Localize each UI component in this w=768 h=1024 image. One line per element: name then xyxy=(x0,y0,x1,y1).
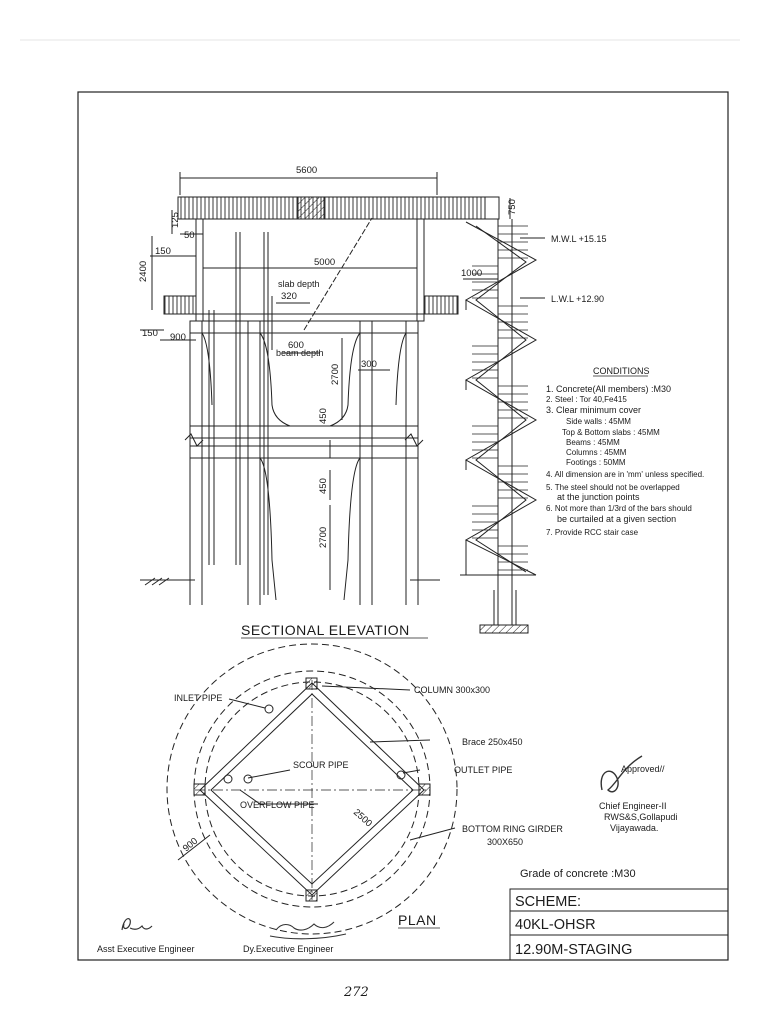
dim-320: 320 xyxy=(281,291,297,302)
dim-900-plan: 900 xyxy=(180,835,201,855)
overflow-pipe-icon xyxy=(224,775,232,783)
dim-600: 600 xyxy=(288,340,304,351)
dim-1000: 1000 xyxy=(461,268,483,279)
approval-line-2: RWS&S,Gollapudi xyxy=(604,812,678,822)
column-icon xyxy=(419,784,430,795)
condition-line: 3. Clear minimum cover xyxy=(546,405,642,415)
dim-450b: 450 xyxy=(318,478,329,494)
condition-line: 4. All dimension are in 'mm' unless specified. xyxy=(546,470,705,479)
scheme-name: 40KL-OHSR xyxy=(515,917,596,933)
dim-300: 300 xyxy=(361,359,377,370)
approval-block xyxy=(599,756,677,833)
condition-line: at the junction points xyxy=(557,492,640,502)
scour-pipe-label: SCOUR PIPE xyxy=(293,760,349,770)
dim-750: 750 xyxy=(507,199,518,215)
staging-label: 12.90M-STAGING xyxy=(515,942,633,958)
dim-50: 50 xyxy=(184,230,195,241)
girder-label-2: 300X650 xyxy=(487,837,524,847)
column-label: COLUMN 300x300 xyxy=(414,685,491,695)
dim-2700b: 2700 xyxy=(318,526,329,548)
dim-150b: 150 xyxy=(142,328,158,339)
approved-label: Approved// xyxy=(621,764,665,774)
column-icon xyxy=(194,784,205,795)
asst-executive-engineer: Asst Executive Engineer xyxy=(97,944,195,954)
elevation-title: SECTIONAL ELEVATION xyxy=(241,622,410,638)
conditions-block xyxy=(546,366,704,537)
dim-450a: 450 xyxy=(318,408,329,424)
sectional-elevation xyxy=(140,172,545,633)
page-number: 272 xyxy=(344,985,369,1000)
outlet-pipe-icon xyxy=(397,771,405,779)
condition-line: be curtailed at a given section xyxy=(557,514,677,524)
grade-of-concrete: Grade of concrete :M30 xyxy=(520,868,636,880)
approval-line-1: Chief Engineer-II xyxy=(599,801,667,811)
condition-line: 1. Concrete(All members) :M30 xyxy=(546,384,672,394)
outlet-pipe-label: OUTLET PIPE xyxy=(454,765,513,775)
condition-line: 6. Not more than 1/3rd of the bars should xyxy=(546,504,692,513)
conditions-title: CONDITIONS xyxy=(593,366,650,376)
mwl-label: M.W.L +15.15 xyxy=(551,234,607,244)
condition-line: 2. Steel : Tor 40,Fe415 xyxy=(546,395,627,404)
condition-line: Top & Bottom slabs : 45MM xyxy=(562,428,660,437)
dy-executive-engineer: Dy.Executive Engineer xyxy=(243,944,334,954)
dim-2700a: 2700 xyxy=(330,363,341,385)
dim-5600: 5600 xyxy=(296,165,318,176)
dim-2400: 2400 xyxy=(138,260,149,282)
lwl-label: L.W.L +12.90 xyxy=(551,294,604,304)
inlet-pipe-icon xyxy=(265,705,273,713)
column-icon xyxy=(306,890,317,901)
roof-slab xyxy=(178,197,485,219)
dim-125: 125 xyxy=(170,212,181,228)
scheme-label: SCHEME: xyxy=(515,894,582,910)
title-block xyxy=(510,889,728,960)
overflow-pipe-label: OVERFLOW PIPE xyxy=(240,800,315,810)
plan-title: PLAN xyxy=(398,912,437,928)
tank-container xyxy=(196,219,424,321)
condition-line: Columns : 45MM xyxy=(566,448,627,457)
dim-2500: 2500 xyxy=(350,807,375,830)
beam-depth-label: beam depth xyxy=(276,348,324,358)
dim-150a: 150 xyxy=(155,246,171,257)
column-icon xyxy=(306,678,317,689)
brace-label: Brace 250x450 xyxy=(462,737,523,747)
slab-depth-label: slab depth xyxy=(278,279,320,289)
dim-900: 900 xyxy=(170,332,186,343)
condition-line: Beams : 45MM xyxy=(566,438,620,447)
approval-line-3: Vijayawada. xyxy=(610,823,659,833)
condition-line: Side walls : 45MM xyxy=(566,417,631,426)
girder-label-1: BOTTOM RING GIRDER xyxy=(462,824,563,834)
condition-line: 5. The steel should not be overlapped xyxy=(546,483,680,492)
condition-line: Footings : 50MM xyxy=(566,458,626,467)
inlet-pipe-label: INLET PIPE xyxy=(174,693,223,703)
asst-signature xyxy=(122,919,152,930)
dim-5000: 5000 xyxy=(314,257,336,268)
scour-pipe-icon xyxy=(244,775,252,783)
condition-line: 7. Provide RCC stair case xyxy=(546,528,639,537)
